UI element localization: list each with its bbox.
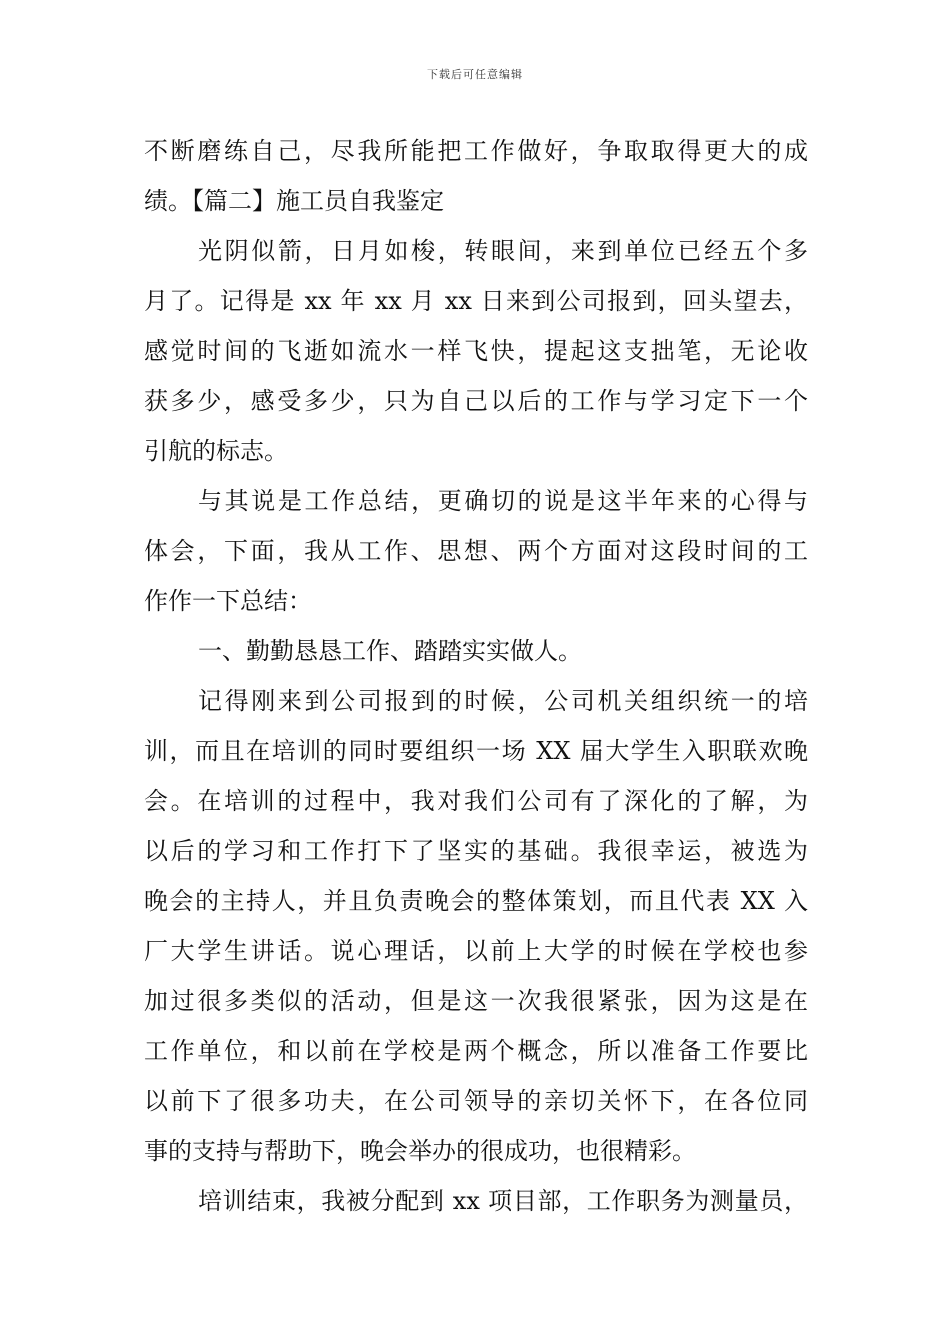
body-line: 感觉时间的飞逝如流水一样飞快，提起这支拙笔，无论收 — [144, 337, 808, 365]
body-line: 工作单位，和以前在学校是两个概念，所以准备工作要比 — [144, 1037, 808, 1065]
body-line: 与其说是工作总结，更确切的说是这半年来的心得与 — [198, 487, 808, 515]
section-heading: 一、勤勤恳恳工作、踏踏实实做人。 — [198, 637, 582, 665]
body-line: 作作一下总结： — [144, 587, 312, 615]
body-line: 会。在培训的过程中，我对我们公司有了深化的了解，为 — [144, 787, 808, 815]
body-line: 光阴似箭，日月如梭，转眼间，来到单位已经五个多 — [198, 237, 808, 265]
body-line: 事的支持与帮助下，晚会举办的很成功，也很精彩。 — [144, 1137, 696, 1165]
body-line: 厂大学生讲话。说心理话，以前上大学的时候在学校也参 — [144, 937, 808, 965]
body-line: 加过很多类似的活动，但是这一次我很紧张，因为这是在 — [144, 987, 808, 1015]
body-line: 以前下了很多功夫，在公司领导的亲切关怀下，在各位同 — [144, 1087, 808, 1115]
body-line: 引航的标志。 — [144, 437, 288, 465]
body-line: 获多少，感受多少，只为自己以后的工作与学习定下一个 — [144, 387, 808, 415]
body-line: 以后的学习和工作打下了坚实的基础。我很幸运，被选为 — [144, 837, 808, 865]
body-line: 记得刚来到公司报到的时候，公司机关组织统一的培 — [198, 687, 808, 715]
body-line: 不断磨练自己，尽我所能把工作做好，争取取得更大的成 — [144, 137, 808, 165]
body-line: 体会，下面，我从工作、思想、两个方面对这段时间的工 — [144, 537, 808, 565]
document-body — [144, 126, 808, 1226]
page-header-note: 下载后可任意编辑 — [427, 68, 523, 81]
body-line: 月了。记得是 xx 年 xx 月 xx 日来到公司报到，回头望去， — [144, 287, 808, 315]
body-line: 训，而且在培训的同时要组织一场 XX 届大学生入职联欢晚 — [144, 737, 808, 765]
body-line: 绩。【篇二】施工员自我鉴定 — [144, 187, 444, 215]
body-line: 培训结束，我被分配到 xx 项目部，工作职务为测量员， — [198, 1187, 808, 1215]
body-line: 晚会的主持人，并且负责晚会的整体策划，而且代表 XX 入 — [144, 887, 808, 915]
